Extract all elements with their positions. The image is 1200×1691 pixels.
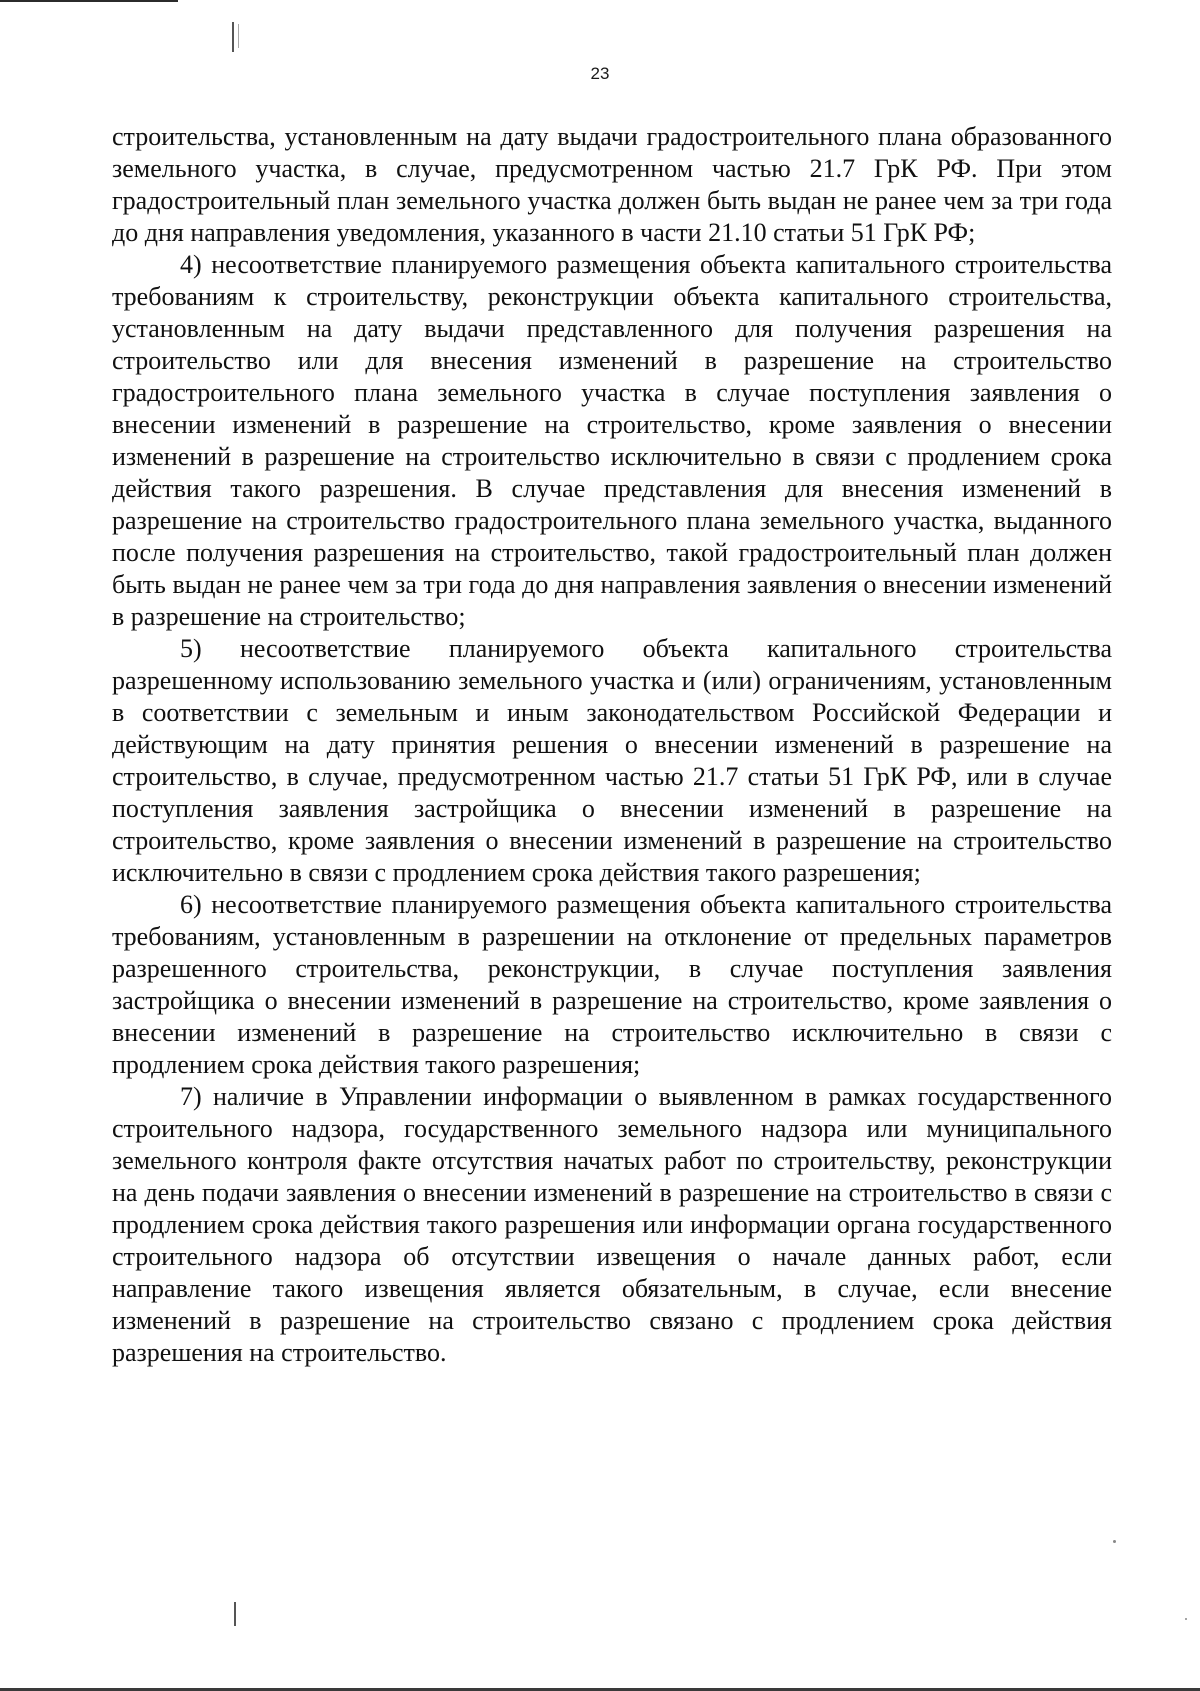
binding-mark-bottom <box>234 1602 236 1626</box>
list-item-6 <box>112 889 1112 1081</box>
list-item-number: 5) <box>180 634 202 663</box>
list-item-number: 4) <box>180 250 202 279</box>
list-item-text: несоответствие планируемого размещения объекта капитального строительства требованиям, установленным в разрешении на отклонение от предельных параметров разрешенного строительства, реконструкции, в случае поступления заявления застройщика о внесении изменений в разрешение на строительство, кроме заявления о внесении изменений в разрешение на строительство исключительно в связи с продлением срока действия такого разрешения; <box>112 890 1113 1079</box>
binding-mark-top <box>232 22 234 52</box>
list-item-text: несоответствие планируемого объекта капитального строительства разрешенному использованию земельного участка и (или) ограничениям, установленным в соответствии с земельным и иным законодательством Российской Федерации и действующим на дату принятия решения о внесении изменений в разрешение на строительство, в случае, предусмотренном частью 21.7 статьи 51 ГрК РФ, или в случае поступления заявления застройщика о внесении изменений в разрешение на строительство, кроме заявления о внесении изменений в разрешение на строительство исключительно в связи с продлением срока действия такого разрешения; <box>112 634 1112 887</box>
scan-speck <box>1113 1540 1116 1543</box>
list-item-7 <box>112 1081 1112 1369</box>
scan-edge-top-line <box>0 0 178 2</box>
page-number: 23 <box>590 64 610 83</box>
paragraph-text: строительства, установленным на дату выдачи градостроительного плана образованного земельного участка, в случае, предусмотренном частью 21.7 ГрК РФ. При этом градостроительный план земельного участка должен быть выдан не ранее чем за три года до дня направления уведомления, указанного в части 21.10 статьи 51 ГрК РФ; <box>112 122 1112 247</box>
list-item-number: 6) <box>180 890 202 919</box>
scan-speck <box>1185 1618 1187 1620</box>
list-item-5 <box>112 633 1112 889</box>
document-body <box>112 121 1112 1369</box>
binding-mark-top-faint <box>238 24 239 48</box>
list-item-text: несоответствие планируемого размещения объекта капитального строительства требованиям к строительству, реконструкции объекта капитального строительства, установленным на дату выдачи представленного для получения разрешения на строительство или для внесения изменений в разрешение на строительство градостроительного плана земельного участка в случае поступления заявления о внесении изменений в разрешение на строительство, кроме заявления о внесении изменений в разрешение на строительство исключительно в связи с продлением срока действия такого разрешения. В случае представления для внесения изменений в разрешение на строительство градостроительного плана земельного участка, выданного после получения разрешения на строительство, такой градостроительный план должен быть выдан не ранее чем за три года до дня направления заявления о внесении изменений в разрешение на строительство; <box>112 250 1113 631</box>
list-item-4 <box>112 249 1112 633</box>
list-item-number: 7) <box>180 1082 202 1111</box>
paragraph-continuation <box>112 121 1112 249</box>
list-item-text: наличие в Управлении информации о выявленном в рамках государственного строительного надзора, государственного земельного надзора или муниципального земельного контроля факте отсутствия начатых работ по строительству, реконструкции на день подачи заявления о внесении изменений в разрешение на строительство в связи с продлением срока действия такого разрешения или информации органа государственного строительного надзора об отсутствии извещения о начале данных работ, если направление такого извещения является обязательным, в случае, если внесение изменений в разрешение на строительство связано с продлением срока действия разрешения на строительство. <box>112 1082 1112 1367</box>
